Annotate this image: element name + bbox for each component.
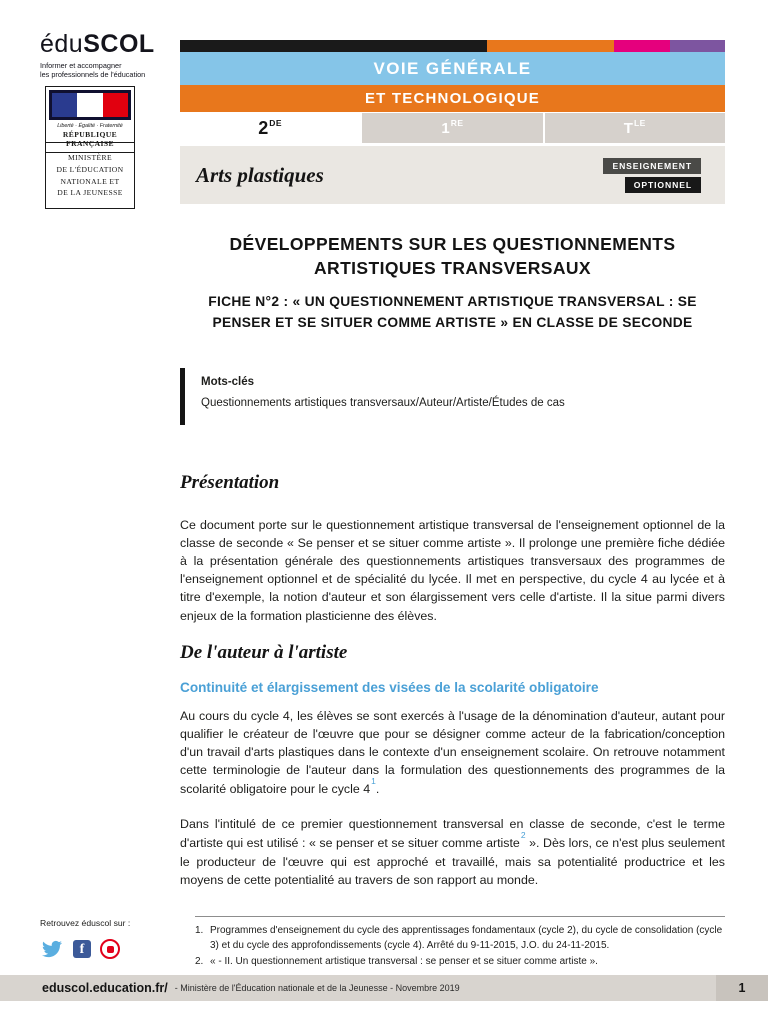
paragraph-intitule: Dans l'intitulé de ce premier questionnement transversal en classe de seconde, c'est le terme d'artiste qui est utilisé : « se penser et se situer comme artiste$^2$ ». Dès lors, ce n'est plus seulement le producteur de l'œuvre qui est approché et travaillé, mais sa potentialité productrice et les moyens de cette potentialité au travers de son rapport au monde. — [180, 817, 725, 887]
eduscol-wordmark-light: édu — [40, 30, 84, 58]
bottom-bar — [0, 975, 768, 1001]
social-icons — [40, 939, 180, 959]
paragraph-cycle4: Au cours du cycle 4, les élèves se sont exercés à l'usage de la dénomination d'auteur, autant pour qualifier le créateur de l'œuvre que pour se désigner comme acteur de la fabrication/conception d'un travail d'arts plastiques dans le contexte d'un enseignement scolaire. On retrouve notamment cette terminologie de l'auteur dans la formulation des questionnements des programmes de la scolarité obligatoire pour le cycle 4$^1$. — [180, 708, 725, 797]
social-label: Retrouvez éduscol sur : — [40, 918, 131, 928]
twitter-icon[interactable] — [40, 939, 64, 959]
header-banner — [180, 40, 725, 204]
french-flag-icon — [49, 90, 131, 120]
page-number: 1 — [716, 975, 768, 1001]
keywords-label: Mots-clés — [201, 376, 255, 388]
strip-pink — [614, 40, 670, 52]
tab-seconde[interactable]: 2 DE — [180, 113, 360, 143]
footnotes — [195, 916, 725, 972]
badge-enseignement: ENSEIGNEMENT — [603, 158, 701, 174]
subject-block — [180, 146, 725, 204]
eduscol-wordmark — [40, 30, 180, 59]
eduscol-site-link[interactable]: eduscol.education.fr/ — [42, 981, 168, 995]
eduscol-logo — [40, 30, 180, 80]
social-block — [40, 918, 180, 959]
eduscol-wordmark-bold: SCOL — [83, 30, 155, 58]
republic-motto: Liberté · Égalité · Fraternité — [57, 123, 123, 129]
keywords-text: Questionnements artistiques transversaux/Auteur/Artiste/Études de cas — [201, 397, 565, 409]
eduscol-tagline: Informer et accompagner les professionnels de l'éducation — [40, 61, 146, 80]
republique-label: RÉPUBLIQUE FRANÇAISE — [62, 130, 118, 148]
tab-terminale[interactable]: T LE — [545, 113, 725, 143]
footnote-ref-1[interactable]: 1 — [371, 776, 376, 787]
banner-et-technologique: ET TECHNOLOGIQUE — [180, 85, 725, 112]
footnote-2: 2. « - II. Un questionnement artistique transversal : se penser et se situer comme artiste ». — [195, 956, 598, 967]
presentation-paragraph: Ce document porte sur le questionnement artistique transversal de l'enseignement optionnel de la classe de seconde « Se penser et se situer comme artiste ». Il prolonge une première fiche dédiée à la présentation générale des questionnements artistiques transversaux des programmes de l'enseignement optionnel et de spécialité du lycée. Il met en perspective, du cycle 4 au lycée et à titre d'exemple, la notion d'auteur et son élargissement vers celle d'artiste. Il la situe parmi divers enjeux de la formation plasticienne des élèves. — [180, 518, 725, 623]
footnote-ref-2[interactable]: 2 — [520, 830, 526, 841]
red-circle-social-icon[interactable] — [100, 939, 120, 959]
grade-tabs — [180, 113, 725, 143]
strip-orange — [487, 40, 614, 52]
document-title: DÉVELOPPEMENTS SUR LES QUESTIONNEMENTS ARTISTIQUES TRANSVERSAUX — [229, 234, 676, 278]
ministry-credit: - Ministère de l'Éducation nationale et de la Jeunesse - Novembre 2019 — [174, 983, 460, 993]
banner-voie-generale: VOIE GÉNÉRALE — [180, 52, 725, 85]
keywords-box — [180, 368, 725, 425]
tab-premiere[interactable]: 1 RE — [362, 113, 542, 143]
document-subtitle: FICHE N°2 : « UN QUESTIONNEMENT ARTISTIQUE TRANSVERSAL : SE PENSER ET SE SITUER COMME ARTISTE » EN CLASSE DE SECONDE — [208, 294, 697, 331]
subject-title: Arts plastiques — [196, 162, 324, 187]
badge-optionnel: OPTIONNEL — [625, 177, 701, 193]
subheading-continuite: Continuité et élargissement des visées de la scolarité obligatoire — [180, 679, 599, 695]
body-column — [180, 472, 725, 906]
facebook-icon[interactable]: f — [73, 940, 91, 958]
badges — [603, 158, 701, 193]
color-strips — [180, 40, 725, 52]
heading-de-l-auteur-a-l-artiste: De l'auteur à l'artiste — [180, 641, 348, 663]
strip-black — [180, 40, 487, 52]
strip-purple — [670, 40, 725, 52]
ministry-box: MINISTÈRE DE L'ÉDUCATION NATIONALE ET DE LA JEUNESSE — [45, 142, 135, 209]
footnote-1: 1. Programmes d'enseignement du cycle des apprentissages fondamentaux (cycle 2), du cycle de consolidation (cycle 3) et du cycle des approfondissements (cycle 4). Arrêté du 9-11-2015, J.O. du 24-11-2015. — [195, 925, 723, 951]
heading-presentation: Présentation — [180, 472, 280, 493]
